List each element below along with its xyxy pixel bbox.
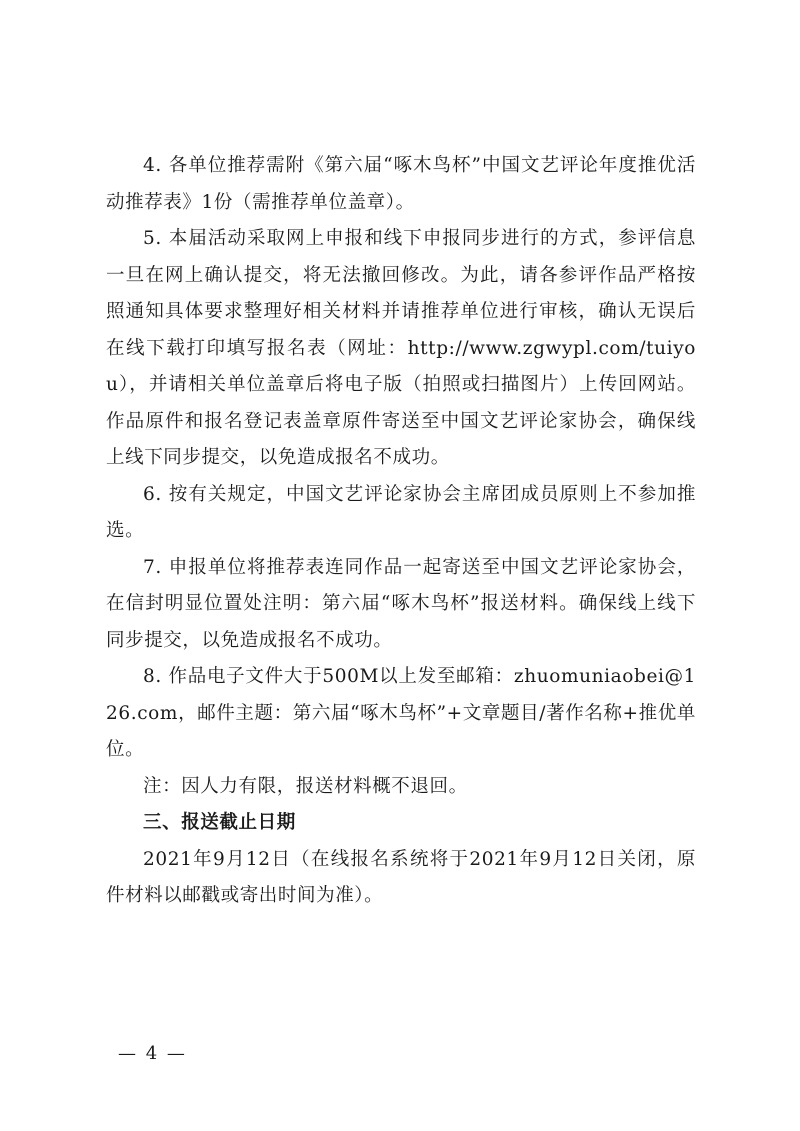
item-6-paragraph: 6. 按有关规定，中国文艺评论家协会主席团成员原则上不参加推选。 [106, 483, 696, 541]
item-7-paragraph: 7. 申报单位将推荐表连同作品一起寄送至中国文艺评论家协会，在信封明显位置处注明：第六届“啄木鸟杯”报送材料。确保线上线下同步提交，以免造成报名不成功。 [106, 556, 696, 651]
page-number: — 4 — [118, 1043, 187, 1064]
item-4-paragraph: 4. 各单位推荐需附《第六届“啄木鸟杯”中国文艺评论年度推优活动推荐表》1份（需推荐单位盖章）。 [106, 155, 696, 213]
item-8-paragraph: 8. 作品电子文件大于500M以上发至邮箱：zhuomuniaobei@126.com，邮件主题：第六届“啄木鸟杯”+文章题目/著作名称+推优单位。 [106, 666, 696, 760]
section-heading: 三、报送截止日期 [143, 812, 296, 833]
document-body [106, 148, 696, 915]
item-5-paragraph: 5. 本届活动采取网上申报和线下申报同步进行的方式，参评信息一旦在网上确认提交，将无法撤回修改。为此，请各参评作品严格按照通知具体要求整理好相关材料并请推荐单位进行审核，确认无误后在线下载打印填写报名表（网址：http://www.zgwypl.com/tuiyou），并请相关单位盖章后将电子版（拍照或扫描图片）上传回网站。作品原件和报名登记表盖章原件寄送至中国文艺评论家协会，确保线上线下同步提交，以免造成报名不成功。 [106, 228, 696, 468]
deadline-paragraph: 2021年9月12日（在线报名系统将于2021年9月12日关闭，原件材料以邮戳或寄出时间为准）。 [106, 848, 696, 906]
note-paragraph: 注：因人力有限，报送材料概不退回。 [143, 775, 468, 797]
